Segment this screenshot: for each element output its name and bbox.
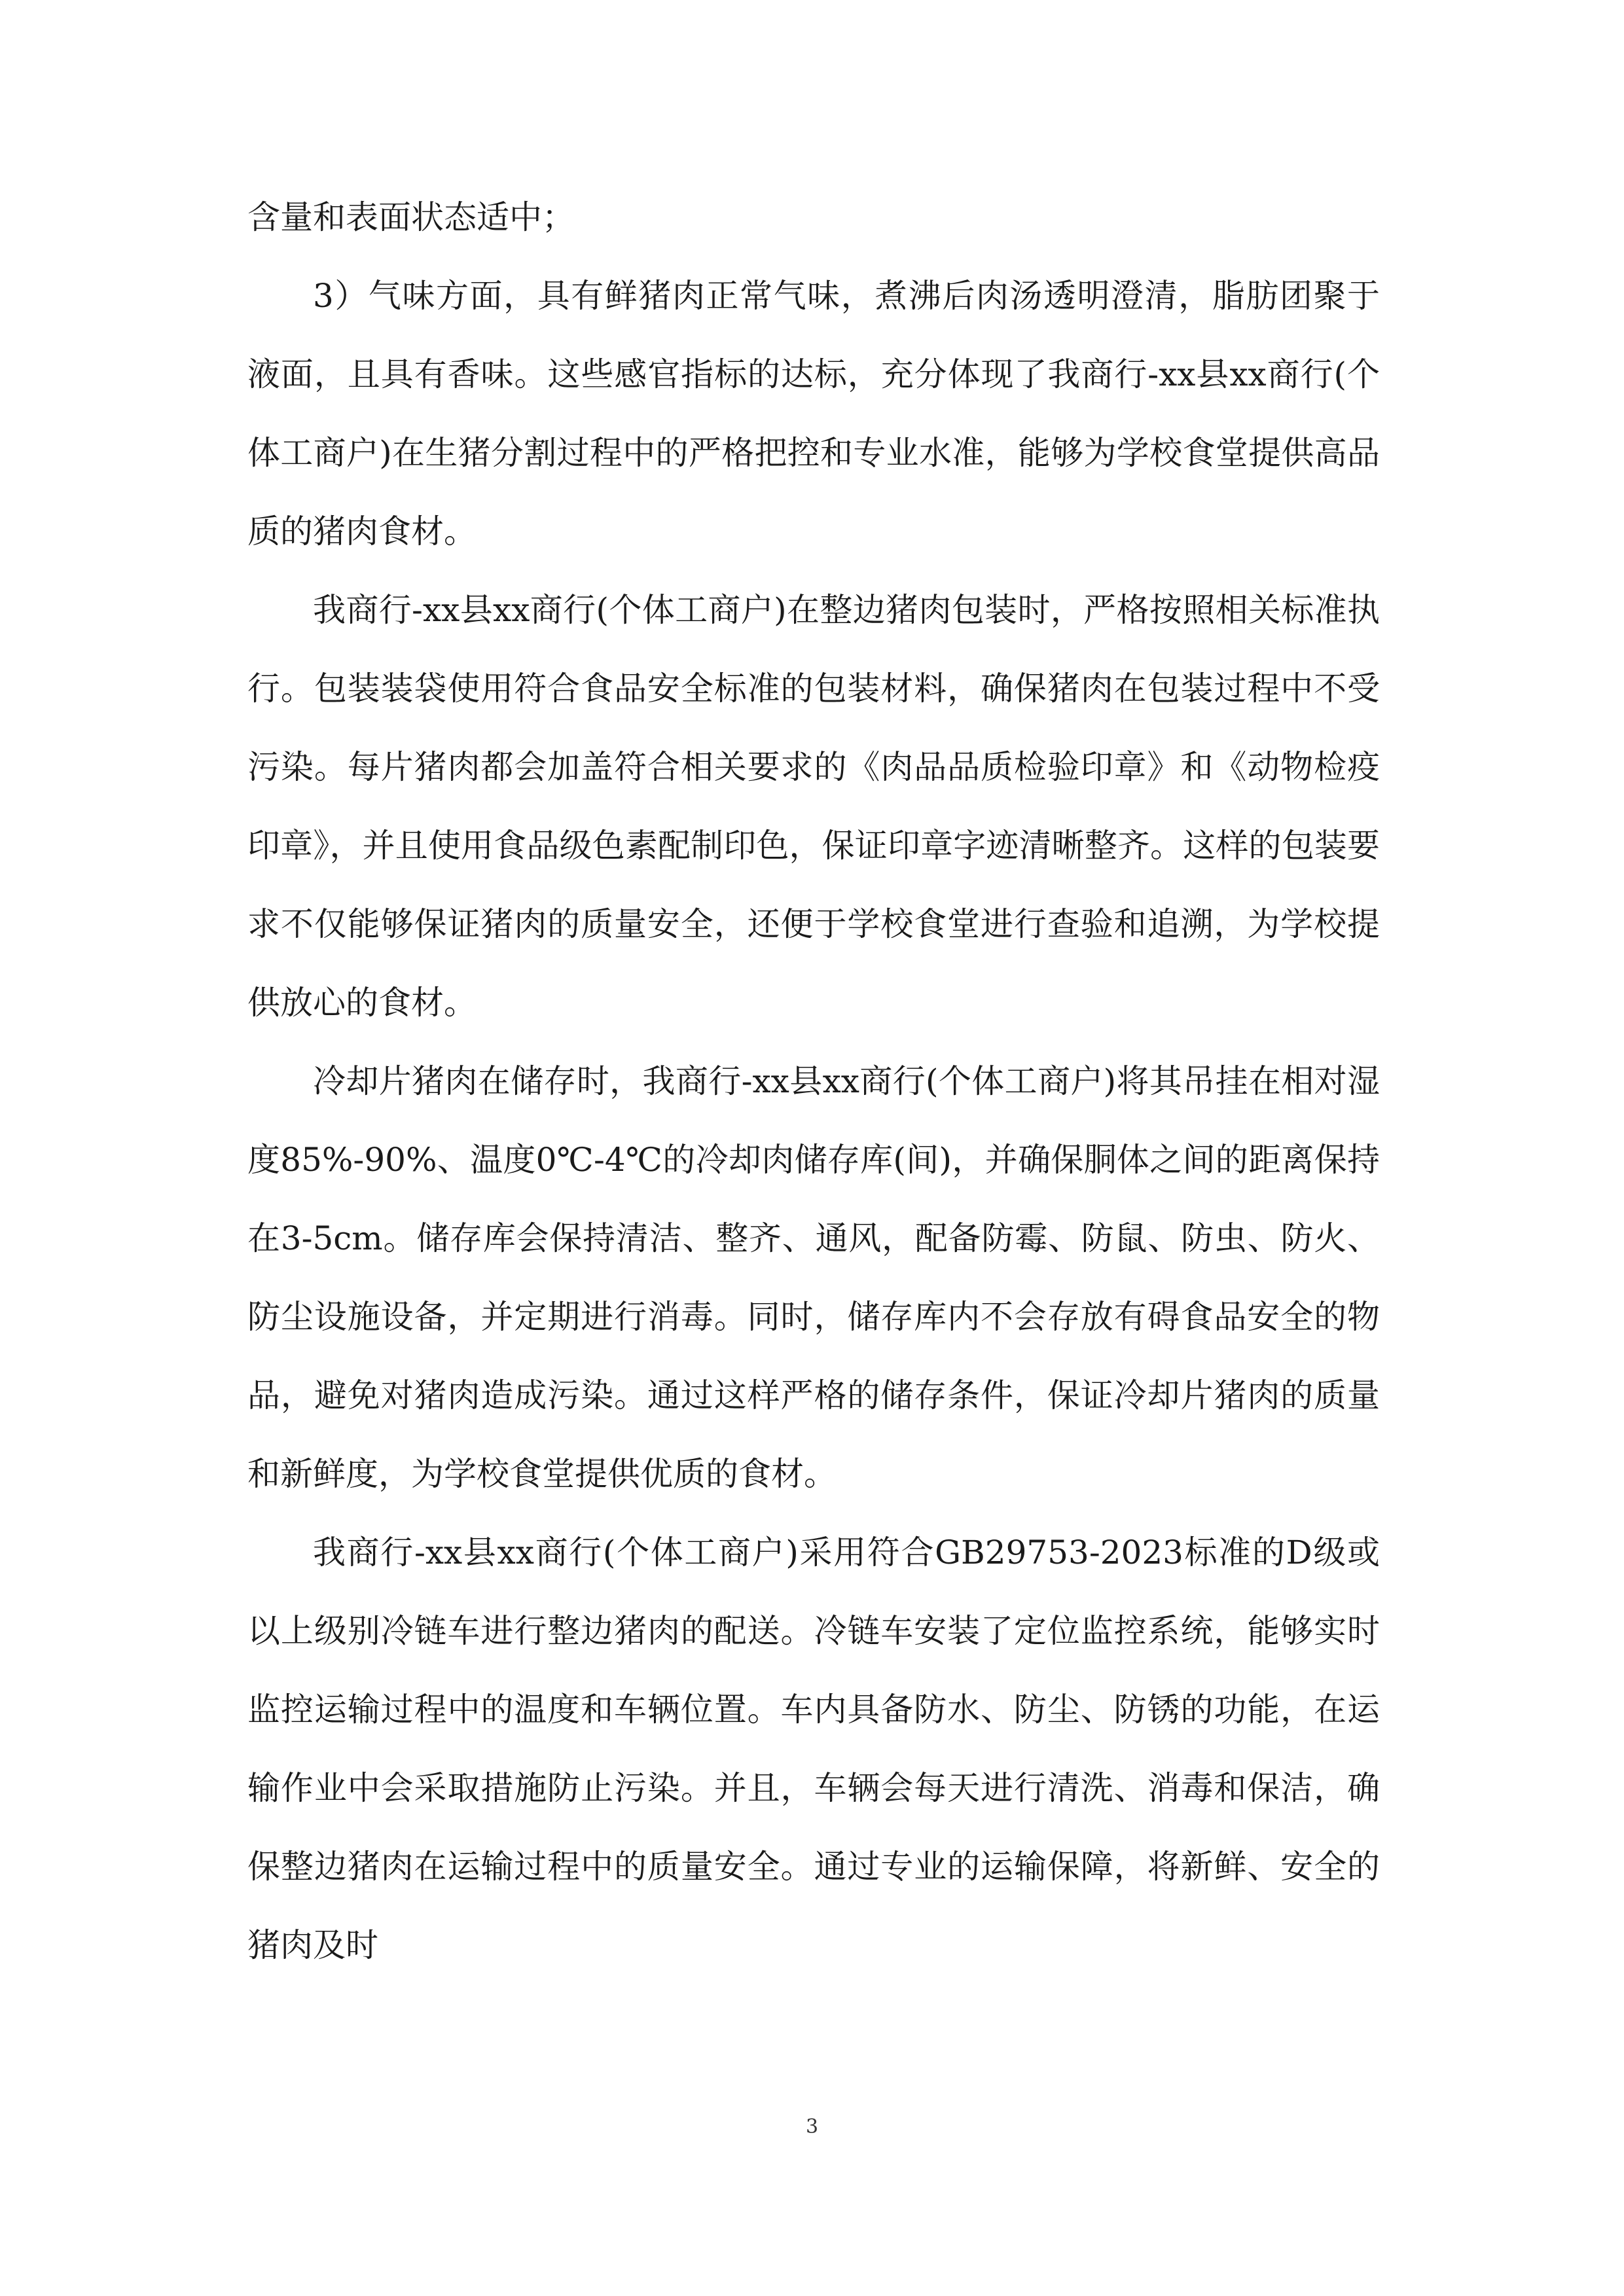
paragraph-packaging: 我商行-xx县xx商行(个体工商户)在整边猪肉包装时，严格按照相关标准执行。包装装袋使用符合食品安全标准的包装材料，确保猪肉在包装过程中不受污染。每片猪肉都会加盖符合相关要求的《肉品品质检验印章》和《动物检疫印章》，并且使用食品级色素配制印色，保证印章字迹清晰整齐。这样的包装要求不仅能够保证猪肉的质量安全，还便于学校食堂进行查验和追溯，为学校提供放心的食材。 bbox=[247, 591, 1380, 1022]
paragraph-transport: 我商行-xx县xx商行(个体工商户)采用符合GB29753-2023标准的D级或以上级别冷链车进行整边猪肉的配送。冷链车安装了定位监控系统，能够实时监控运输过程中的温度和车辆位置。车内具备防水、防尘、防锈的功能，在运输作业中会采取措施防止污染。并且，车辆会每天进行清洗、消毒和保洁，确保整边猪肉在运输过程中的质量安全。通过专业的运输保障，将新鲜、安全的猪肉及时 bbox=[247, 1534, 1380, 1964]
page-number: 3 bbox=[805, 2115, 819, 2138]
paragraph-odor: 3）气味方面，具有鲜猪肉正常气味，煮沸后肉汤透明澄清，脂肪团聚于液面，且具有香味。这些感官指标的达标，充分体现了我商行-xx县xx商行(个体工商户)在生猪分割过程中的严格把控和专业水准，能够为学校食堂提供高品质的猪肉食材。 bbox=[247, 277, 1380, 550]
document-body bbox=[247, 178, 1380, 1984]
paragraph-storage: 冷却片猪肉在储存时，我商行-xx县xx商行(个体工商户)将其吊挂在相对湿度85%-90%、温度0℃-4℃的冷却肉储存库(间)，并确保胴体之间的距离保持在3-5cm。储存库会保持清洁、整齐、通风，配备防霉、防鼠、防虫、防火、防尘设施设备，并定期进行消毒。同时，储存库内不会存放有碍食品安全的物品，避免对猪肉造成污染。通过这样严格的储存条件，保证冷却片猪肉的质量和新鲜度，为学校食堂提供优质的食材。 bbox=[247, 1062, 1380, 1493]
paragraph-continuation: 含量和表面状态适中； bbox=[247, 198, 575, 236]
